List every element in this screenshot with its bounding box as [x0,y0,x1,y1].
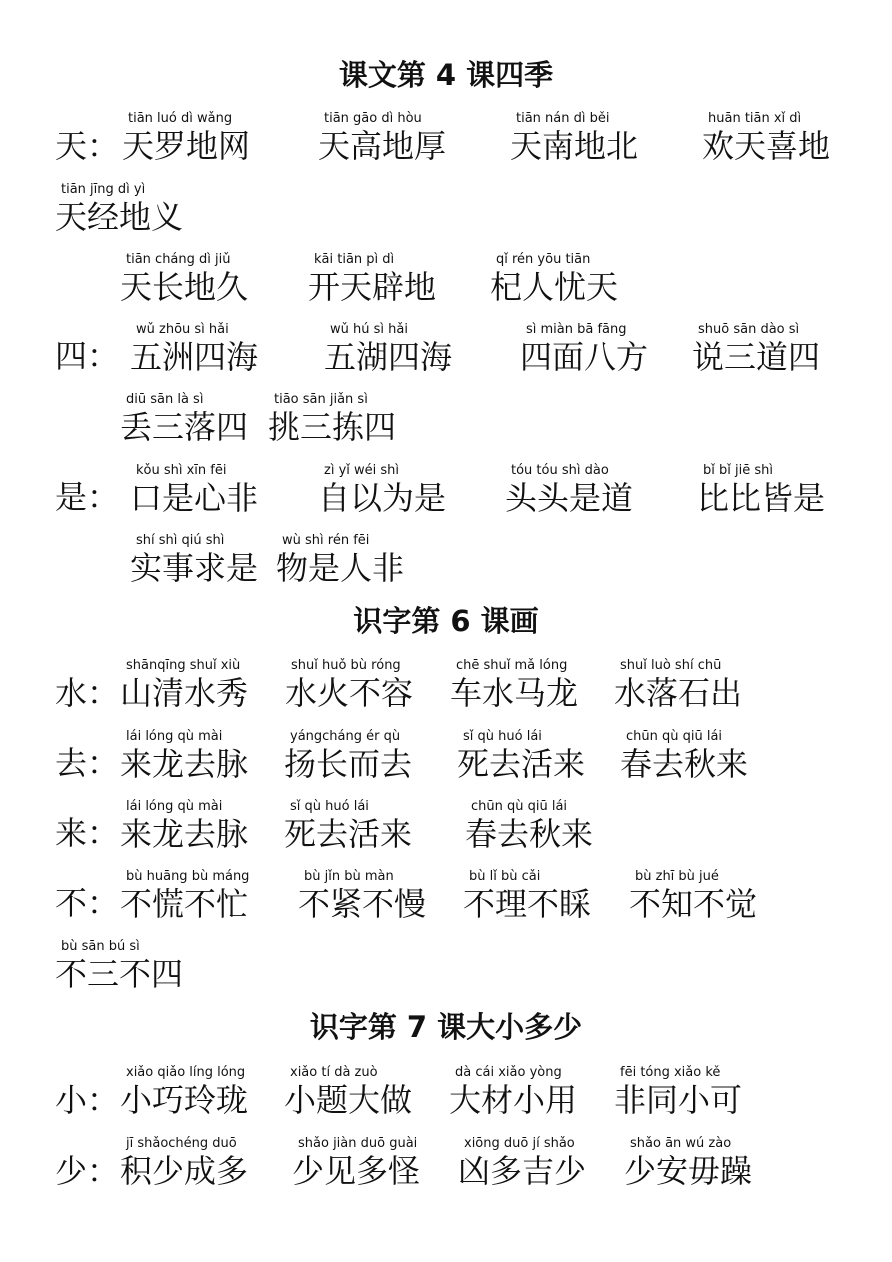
idiom-entry [285,657,413,711]
pinyin-line: kǒu shì xīn fēi [136,463,227,478]
section-title: 课文第 4 课四季 [338,58,554,92]
pinyin-line: shǎo jiàn duō guài [298,1136,418,1151]
key-character: 去： [55,744,120,782]
idiom-entry [490,251,618,305]
idiom-entry [284,798,412,852]
idiom-entry [510,110,638,164]
idiom-text: 不三不四 [55,955,184,993]
pinyin-line: kāi tiān pì dì [314,252,395,267]
idiom-entry [120,798,248,852]
idiom-text: 非同小可 [614,1081,743,1119]
idiom-entry [614,657,742,711]
idiom-text: 天南地北 [510,127,639,165]
pinyin-line: tiān jīng dì yì [61,182,146,197]
pinyin-line: diū sān là sì [126,392,204,407]
pinyin-line: xiǎo tí dà zuò [290,1065,378,1080]
pinyin-line: shuǐ huǒ bù róng [291,658,401,673]
pinyin-line: xiōng duō jí shǎo [464,1136,575,1151]
idiom-entry [697,462,825,516]
idiom-entry [463,868,591,922]
idiom-entry [120,251,248,305]
idiom-text: 春去秋来 [465,815,594,853]
pinyin-line: bù jǐn bù màn [304,869,394,884]
idiom-entry [130,321,258,375]
idiom-text: 小题大做 [284,1081,413,1119]
key-character: 不： [55,884,120,922]
idiom-text: 少见多怪 [292,1152,421,1190]
idiom-text: 死去活来 [284,815,413,853]
idiom-entry [120,868,249,922]
idiom-text: 不知不觉 [629,885,758,923]
idiom-text: 积少成多 [120,1152,249,1190]
idiom-entry [284,1064,412,1118]
idiom-text: 天经地义 [55,198,184,236]
pinyin-line: wù shì rén fēi [282,533,370,548]
section-title: 识字第 6 课画 [353,604,539,638]
key-character: 小： [55,1081,120,1119]
key-character: 是： [55,478,120,516]
pinyin-line: qǐ rén yōu tiān [496,252,591,267]
pinyin-line: tóu tóu shì dào [511,463,609,478]
pinyin-line: tiān nán dì běi [516,111,610,126]
pinyin-line: shuō sān dào sì [698,322,800,337]
idiom-text: 春去秋来 [620,745,749,783]
idiom-text: 不慌不忙 [120,885,249,923]
idiom-entry [292,1135,420,1189]
pinyin-line: tiān luó dì wǎng [128,111,233,126]
idiom-text: 丢三落四 [120,408,249,446]
idiom-entry [276,532,404,586]
key-character: 四： [55,337,120,375]
idiom-entry [324,321,452,375]
idiom-text: 物是人非 [276,549,405,587]
pinyin-line: jī shǎochéng duō [126,1136,237,1151]
idiom-text: 扬长而去 [284,745,413,783]
idiom-entry [130,462,258,516]
idiom-text: 挑三拣四 [268,408,397,446]
idiom-entry [120,728,248,782]
idiom-entry [318,110,446,164]
idiom-entry [268,391,396,445]
pinyin-line: tiān gāo dì hòu [324,111,422,126]
idiom-text: 山清水秀 [120,674,249,712]
idiom-text: 口是心非 [130,479,259,517]
pinyin-line: xiǎo qiǎo líng lóng [126,1065,246,1080]
idiom-text: 天罗地网 [122,127,251,165]
idiom-entry [120,391,248,445]
pinyin-line: shānqīng shuǐ xiù [126,658,241,673]
idiom-entry [629,868,757,922]
key-character: 来： [55,814,120,852]
key-character: 水： [55,674,120,712]
idiom-entry [284,728,412,782]
idiom-entry [465,798,593,852]
idiom-text: 欢天喜地 [702,127,831,165]
pinyin-line: bù sān bú sì [61,939,140,954]
pinyin-line: huān tiān xǐ dì [708,111,802,126]
idiom-text: 开天辟地 [308,268,437,306]
idiom-text: 大材小用 [449,1081,578,1119]
pinyin-line: bǐ bǐ jiē shì [703,463,773,478]
idiom-text: 天高地厚 [318,127,447,165]
pinyin-line: sǐ qù huó lái [290,799,369,814]
idiom-text: 实事求是 [130,549,259,587]
section-title: 识字第 7 课大小多少 [309,1010,583,1044]
idiom-entry [120,1064,248,1118]
idiom-entry [702,110,830,164]
pinyin-line: wǔ hú sì hǎi [330,322,408,337]
idiom-entry [298,868,426,922]
pinyin-line: zì yǐ wéi shì [324,463,400,478]
idiom-entry [55,181,183,235]
idiom-text: 天长地久 [120,268,249,306]
idiom-text: 自以为是 [318,479,447,517]
pinyin-line: tiāo sān jiǎn sì [274,392,368,407]
pinyin-line: shǎo ān wú zào [630,1136,732,1151]
idiom-entry [318,462,446,516]
idiom-text: 五洲四海 [130,338,259,376]
pinyin-line: lái lóng qù mài [126,729,223,744]
idiom-entry [458,1135,586,1189]
idiom-entry [520,321,648,375]
idiom-text: 车水马龙 [450,674,579,712]
idiom-entry [624,1135,752,1189]
idiom-text: 死去活来 [457,745,586,783]
pinyin-line: lái lóng qù mài [126,799,223,814]
idiom-entry [457,728,585,782]
idiom-entry [130,532,258,586]
idiom-text: 不理不睬 [463,885,592,923]
idiom-entry [692,321,820,375]
idiom-entry [449,1064,577,1118]
idiom-text: 小巧玲珑 [120,1081,249,1119]
idiom-text: 不紧不慢 [298,885,427,923]
idiom-text: 五湖四海 [324,338,453,376]
idiom-text: 来龙去脉 [120,815,249,853]
key-character: 天： [55,127,120,165]
pinyin-line: bù lǐ bù cǎi [469,869,541,884]
pinyin-line: yángcháng ér qù [290,729,401,744]
pinyin-line: chē shuǐ mǎ lóng [456,658,568,673]
pinyin-line: shí shì qiú shì [136,533,225,548]
pinyin-line: shuǐ luò shí chū [620,658,722,673]
idiom-entry [620,728,748,782]
idiom-text: 头头是道 [505,479,634,517]
pinyin-line: bù zhī bù jué [635,869,719,884]
pinyin-line: dà cái xiǎo yòng [455,1065,562,1080]
idiom-text: 说三道四 [692,338,821,376]
idiom-text: 杞人忧天 [490,268,619,306]
idiom-text: 凶多吉少 [458,1152,587,1190]
idiom-text: 四面八方 [520,338,649,376]
pinyin-line: sì miàn bā fāng [526,322,627,337]
pinyin-line: sǐ qù huó lái [463,729,542,744]
idiom-text: 来龙去脉 [120,745,249,783]
idiom-entry [614,1064,742,1118]
idiom-entry [120,1135,248,1189]
idiom-entry [450,657,578,711]
pinyin-line: tiān cháng dì jiǔ [126,252,231,267]
idiom-text: 少安毋躁 [624,1152,753,1190]
idiom-entry [55,938,183,992]
idiom-entry [308,251,436,305]
pinyin-line: chūn qù qiū lái [626,729,723,744]
pinyin-line: fēi tóng xiǎo kě [620,1065,721,1080]
idiom-entry [120,657,248,711]
key-character: 少： [55,1152,120,1190]
idiom-text: 水落石出 [614,674,743,712]
idiom-text: 水火不容 [285,674,414,712]
pinyin-line: wǔ zhōu sì hǎi [136,322,229,337]
idiom-entry [505,462,633,516]
idiom-entry [122,110,250,164]
pinyin-line: chūn qù qiū lái [471,799,568,814]
idiom-text: 比比皆是 [697,479,826,517]
pinyin-line: bù huāng bù máng [126,869,250,884]
